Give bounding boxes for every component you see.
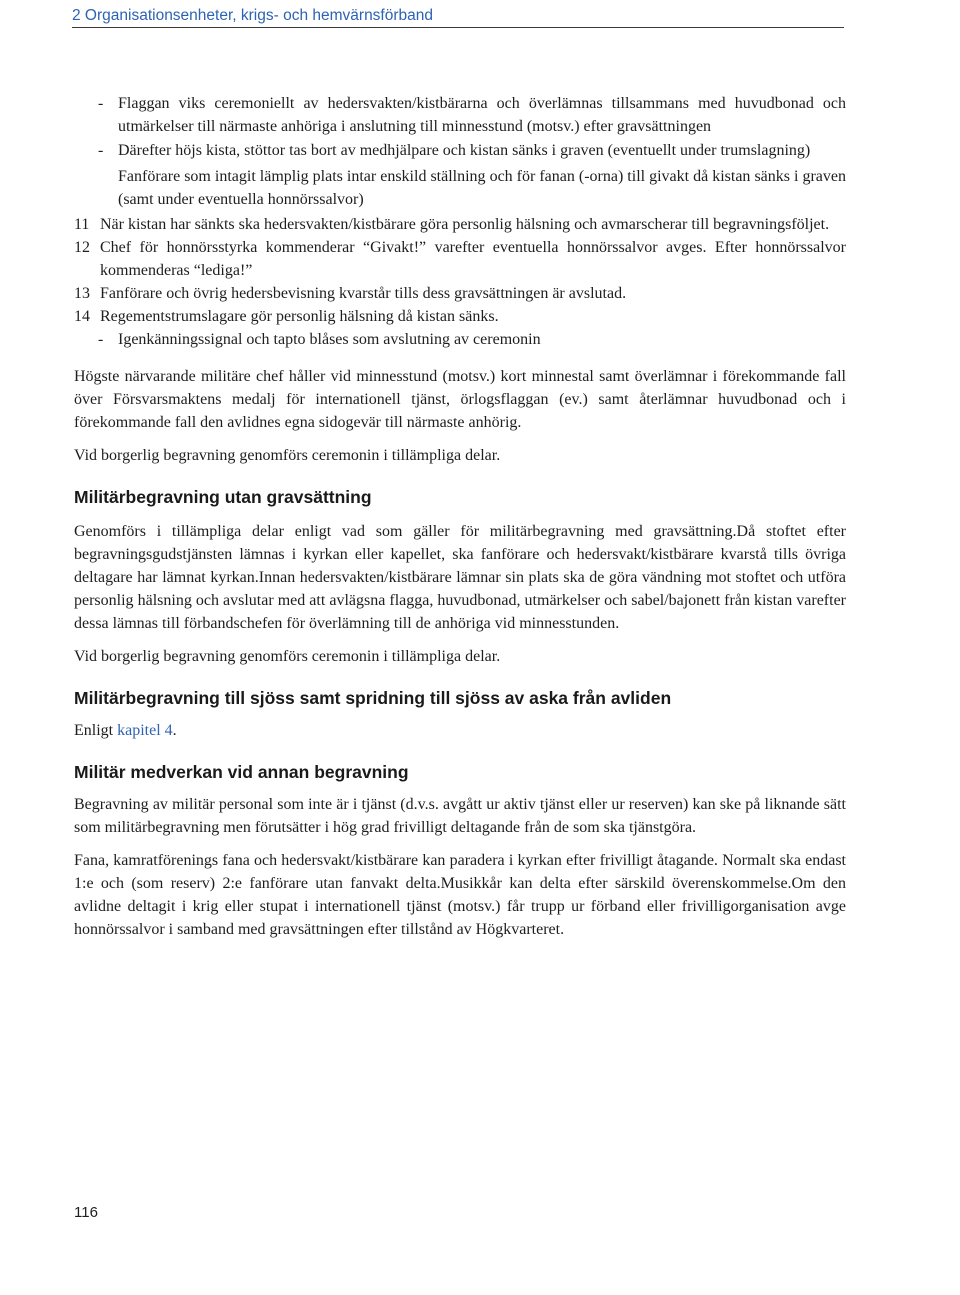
- numbered-item-text: När kistan har sänkts ska hedersvakten/kistbärare göra personlig hälsning och avmarscherar till begravningsföljet.: [100, 216, 830, 233]
- section-heading: Militärbegravning utan gravsättning: [74, 487, 372, 507]
- list-item: [74, 139, 846, 162]
- item-number: 13: [74, 285, 90, 302]
- section-heading: Militärbegravning till sjöss samt spridning till sjöss av aska från avliden: [74, 688, 672, 708]
- running-header: 2 Organisationsenheter, krigs- och hemvärnsförband: [72, 7, 844, 28]
- numbered-item: [74, 236, 846, 282]
- paragraph: [74, 719, 846, 742]
- reference-prefix: Enligt: [74, 722, 118, 739]
- list-item-text: Flaggan viks ceremoniellt av hedersvakten/kistbärarna och överlämnas tillsammans med huvudbonad och utmärkelser till närmaste anhöriga i anslutning till minnesstund (motsv.) efter gravsättningen: [118, 95, 846, 135]
- numbered-item-text: Chef för honnörsstyrka kommenderar “Givakt!” varefter eventuella honnörssalvor avges. Efter honnörssalvor kommenderas “lediga!”: [100, 239, 846, 279]
- paragraph: Vid borgerlig begravning genomförs ceremonin i tillämpliga delar.: [74, 648, 501, 665]
- numbered-item-text: Fanförare och övrig hedersbevisning kvarstår tills dess gravsättningen är avslutad.: [100, 285, 627, 302]
- page-content: [74, 92, 846, 941]
- numbered-item-text: Regementstrumslagare gör personlig hälsning då kistan sänks.: [100, 308, 499, 325]
- dash-bullet: -: [98, 331, 104, 348]
- fanforare-note: Fanförare som intagit lämplig plats intar enskild ställning och för fanan (-orna) till givakt då kistan sänks i graven (samt under eventuella honnörssalvor): [118, 168, 846, 208]
- dash-bullet: -: [98, 142, 104, 159]
- numbered-item: [74, 213, 846, 236]
- section-heading: Militär medverkan vid annan begravning: [74, 762, 409, 782]
- reference-suffix: .: [172, 722, 177, 739]
- item-number: 14: [74, 308, 90, 325]
- paragraph: Genomförs i tillämpliga delar enligt vad som gäller för militärbegravning med gravsättning.Då stoftet efter begravningsgudstjänsten lämnas i kyrkan eller kapellet, ska fanförare och hedersvakt/kistbärare kvarstå tills övriga deltagare har lämnat kyrkan.Innan hedersvakten/kistbärare lämnar sin plats ska de göra vändning mot stoftet och utföra personlig hälsning och avslutar med att avlägsna flagga, huvudbonad, utmärkelser och sabel/bajonett från kistan varefter dessa lämnas till förbandschefen för överlämning till de anhöriga vid minnesstunden.: [74, 523, 846, 632]
- item-number: 11: [74, 216, 90, 233]
- list-item-text: Därefter höjs kista, stöttor tas bort av medhjälpare och kistan sänks i graven (eventuellt under trumslagning): [118, 142, 811, 159]
- paragraph: Begravning av militär personal som inte är i tjänst (d.v.s. avgått ur aktiv tjänst eller ur reserven) kan ske på liknande sätt som militärbegravning men förutsätter i hög grad frivilligt deltagande från de som ska tjänstgöra.: [74, 796, 846, 836]
- paragraph: Vid borgerlig begravning genomförs ceremonin i tillämpliga delar.: [74, 447, 501, 464]
- list-item: [74, 92, 846, 138]
- list-item: [74, 328, 846, 351]
- list-item-text: Igenkänningssignal och tapto blåses som avslutning av ceremonin: [118, 331, 541, 348]
- dash-bullet: -: [98, 95, 104, 112]
- numbered-item: [74, 282, 846, 305]
- chapter-link[interactable]: kapitel 4: [117, 722, 173, 739]
- page-number: 116: [74, 1204, 98, 1221]
- numbered-item: [74, 305, 846, 328]
- paragraph: Högste närvarande militäre chef håller vid minnesstund (motsv.) kort minnestal samt överlämnar i förekommande fall över Försvarsmaktens medalj för internationell tjänst, örlogsflaggan (ev.) samt återlämnar huvudbonad och i förekommande fall den avlidnes egna sidogevär till närmaste anhörig.: [74, 368, 846, 431]
- paragraph: Fana, kamratförenings fana och hedersvakt/kistbärare kan paradera i kyrkan efter frivilligt åtagande. Normalt ska endast 1:e och (som reserv) 2:e fanförare utan fanvakt delta.Musikkår kan delta efter särskild överenskommelse.Om den avlidne deltagit i krig eller stupat i internationell tjänst (motsv.) får trupp ur förband eller frivilligorganisation avge honnörssalvor i samband med gravsättningen efter tillstånd av Högkvarteret.: [74, 852, 846, 938]
- item-number: 12: [74, 239, 90, 256]
